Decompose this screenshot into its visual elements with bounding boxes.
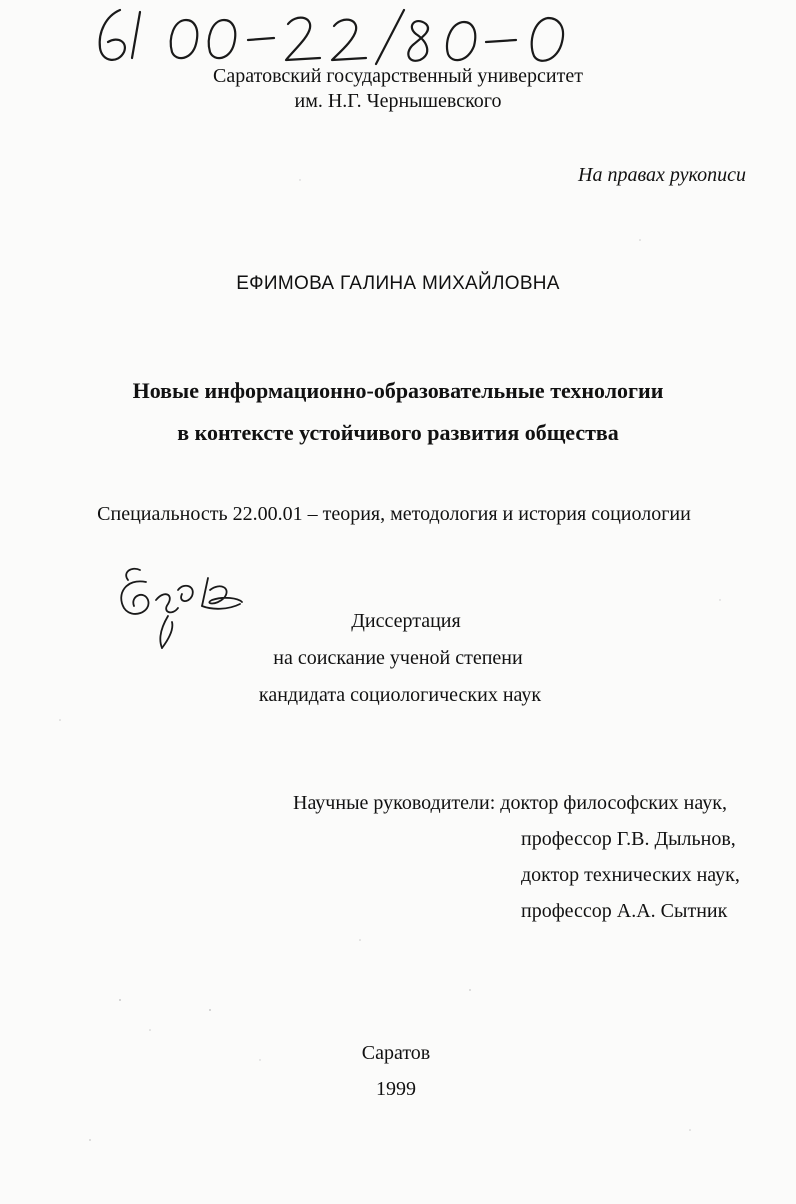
dissertation-title-line-2: в контексте устойчивого развития общества [177,420,619,445]
university-name: Саратовский государственный университет [213,65,583,87]
handwritten-archive-code [88,2,588,72]
specialty: Специальность 22.00.01 – теория, методология и история социологии [97,503,691,525]
advisor-2-degree: доктор технических наук, [521,864,740,886]
degree-purpose: на соискание ученой степени [273,647,523,669]
dissertation-label: Диссертация [351,610,461,632]
degree-name: кандидата социологических наук [258,684,542,706]
university-named-after: им. Н.Г. Чернышевского [294,90,502,112]
city: Саратов [361,1042,431,1064]
dissertation-title-line-1: Новые информационно-образовательные технологии [132,378,664,403]
author-name: ЕФИМОВА ГАЛИНА МИХАЙЛОВНА [236,273,560,294]
advisors-heading: Научные руководители: доктор философских наук, [293,792,727,814]
advisor-1: профессор Г.В. Дыльнов, [521,828,736,850]
advisor-2: профессор А.А. Сытник [521,900,728,922]
year: 1999 [376,1078,416,1100]
rights-note: На правах рукописи [578,164,746,186]
